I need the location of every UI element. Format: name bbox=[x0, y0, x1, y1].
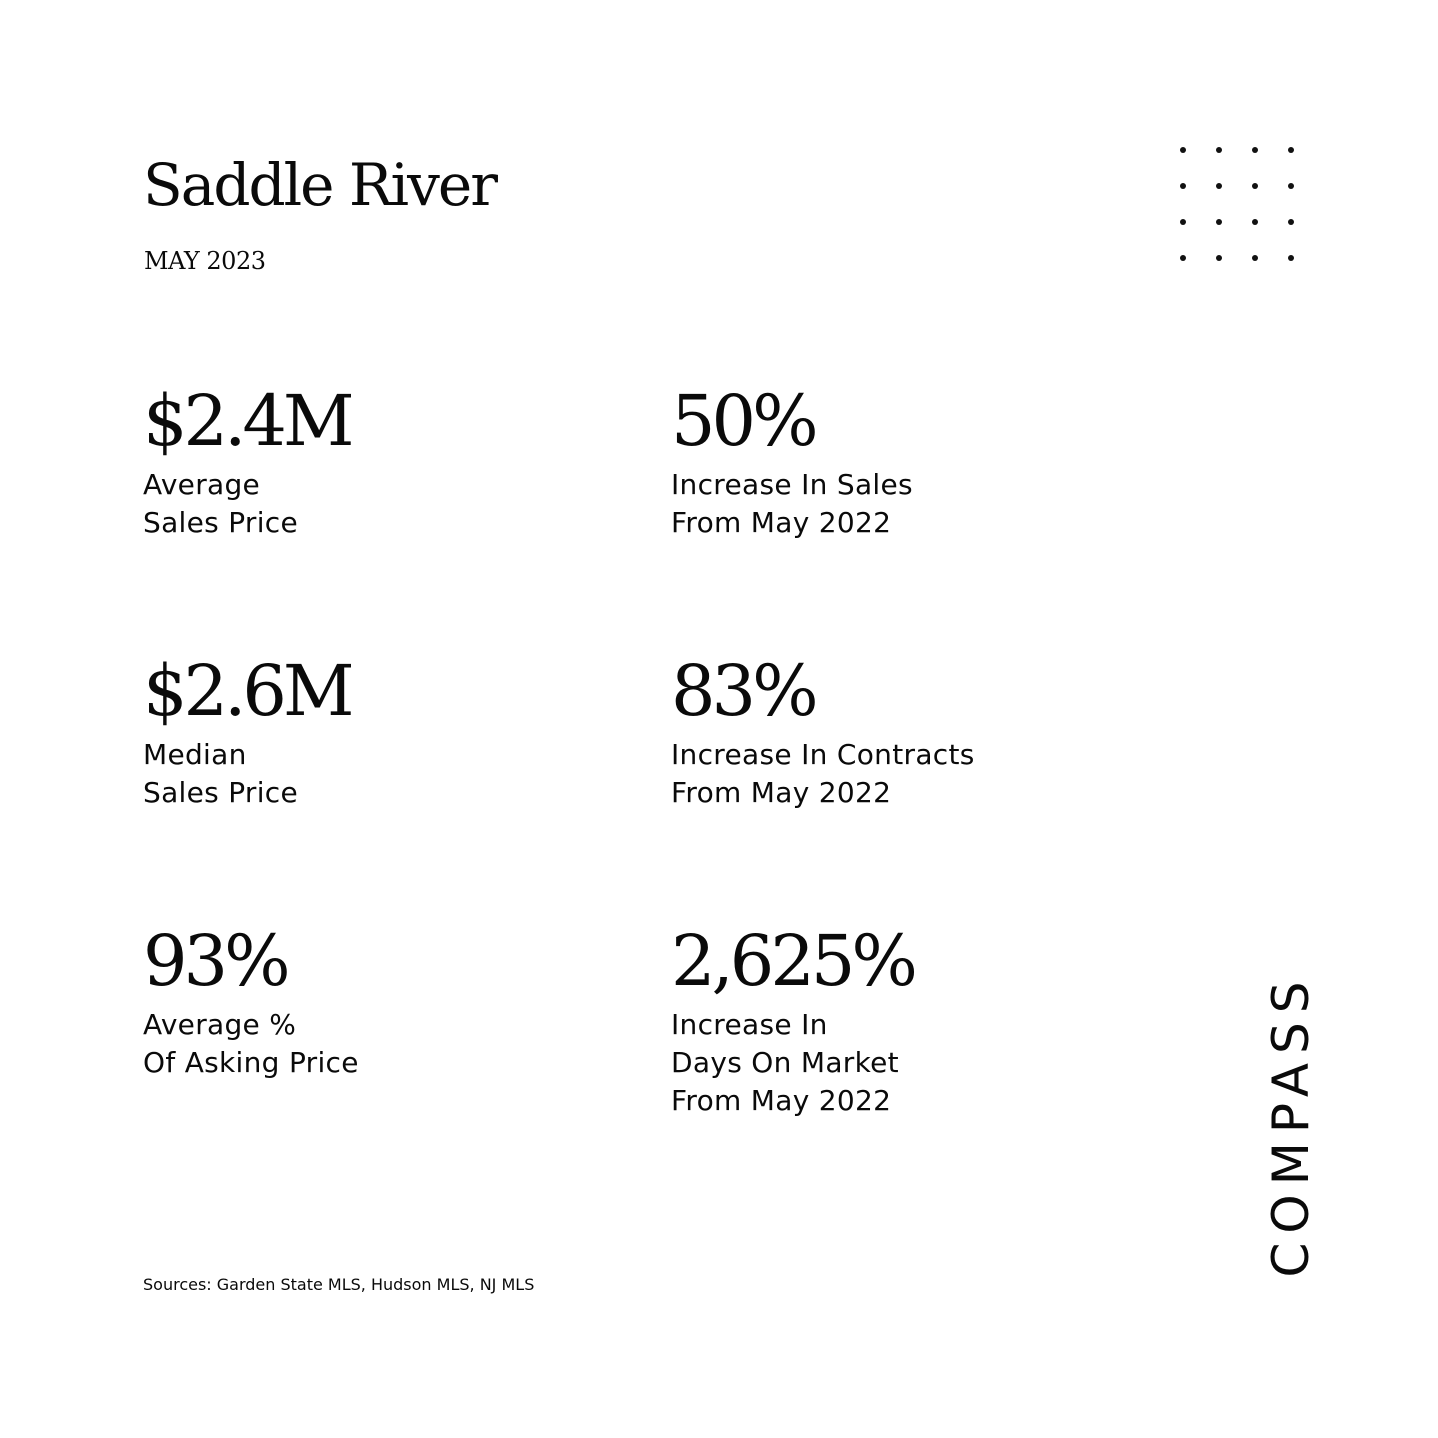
stat-label-line: Days On Market bbox=[671, 1046, 899, 1079]
stat-label-line: From May 2022 bbox=[671, 776, 892, 809]
stat-label bbox=[143, 736, 351, 812]
stat-label-line: Of Asking Price bbox=[143, 1046, 359, 1079]
dot-grid-icon bbox=[1172, 142, 1300, 270]
stat-label-line: From May 2022 bbox=[671, 506, 892, 539]
dot bbox=[1288, 219, 1294, 225]
stat-average-of-asking-price bbox=[143, 916, 359, 1082]
stat-average-sales-price bbox=[143, 376, 351, 542]
stat-label-line: From May 2022 bbox=[671, 1084, 892, 1117]
dot bbox=[1252, 147, 1258, 153]
dot bbox=[1180, 147, 1186, 153]
stat-label bbox=[143, 466, 351, 542]
dot bbox=[1216, 147, 1222, 153]
dot bbox=[1252, 255, 1258, 261]
stat-label bbox=[671, 466, 913, 542]
stat-label bbox=[671, 736, 975, 812]
stat-median-sales-price bbox=[143, 646, 351, 812]
sources-note: Sources: Garden State MLS, Hudson MLS, NJ MLS bbox=[143, 1275, 535, 1294]
dot bbox=[1180, 255, 1186, 261]
dot bbox=[1216, 219, 1222, 225]
stat-increase-in-sales bbox=[671, 376, 913, 542]
dot bbox=[1216, 183, 1222, 189]
dot bbox=[1252, 183, 1258, 189]
stat-value: 93% bbox=[143, 920, 287, 1002]
stat-value: $2.4M bbox=[143, 380, 351, 462]
stat-label-line: Increase In Contracts bbox=[671, 738, 975, 771]
page-subtitle-date: MAY 2023 bbox=[144, 247, 266, 275]
dot bbox=[1216, 255, 1222, 261]
stat-label-line: Sales Price bbox=[143, 776, 299, 809]
compass-logo: COMPASS bbox=[1262, 972, 1320, 1278]
stat-label-line: Sales Price bbox=[143, 506, 299, 539]
dot bbox=[1288, 255, 1294, 261]
stat-label bbox=[671, 1006, 914, 1120]
stat-increase-in-contracts bbox=[671, 646, 975, 812]
page-title: Saddle River bbox=[143, 151, 496, 219]
stat-label-line: Average bbox=[143, 468, 261, 501]
dot bbox=[1288, 147, 1294, 153]
dot bbox=[1180, 183, 1186, 189]
stat-increase-in-days-on-market bbox=[671, 916, 914, 1120]
dot bbox=[1180, 219, 1186, 225]
stat-label-line: Increase In bbox=[671, 1008, 828, 1041]
stat-label-line: Average % bbox=[143, 1008, 297, 1041]
stat-value: 83% bbox=[671, 650, 815, 732]
dot bbox=[1288, 183, 1294, 189]
dot bbox=[1252, 219, 1258, 225]
stat-label-line: Increase In Sales bbox=[671, 468, 913, 501]
stat-value: $2.6M bbox=[143, 650, 351, 732]
stat-label bbox=[143, 1006, 359, 1082]
stat-value: 50% bbox=[671, 380, 815, 462]
stat-label-line: Median bbox=[143, 738, 247, 771]
stat-value: 2,625% bbox=[671, 920, 914, 1002]
